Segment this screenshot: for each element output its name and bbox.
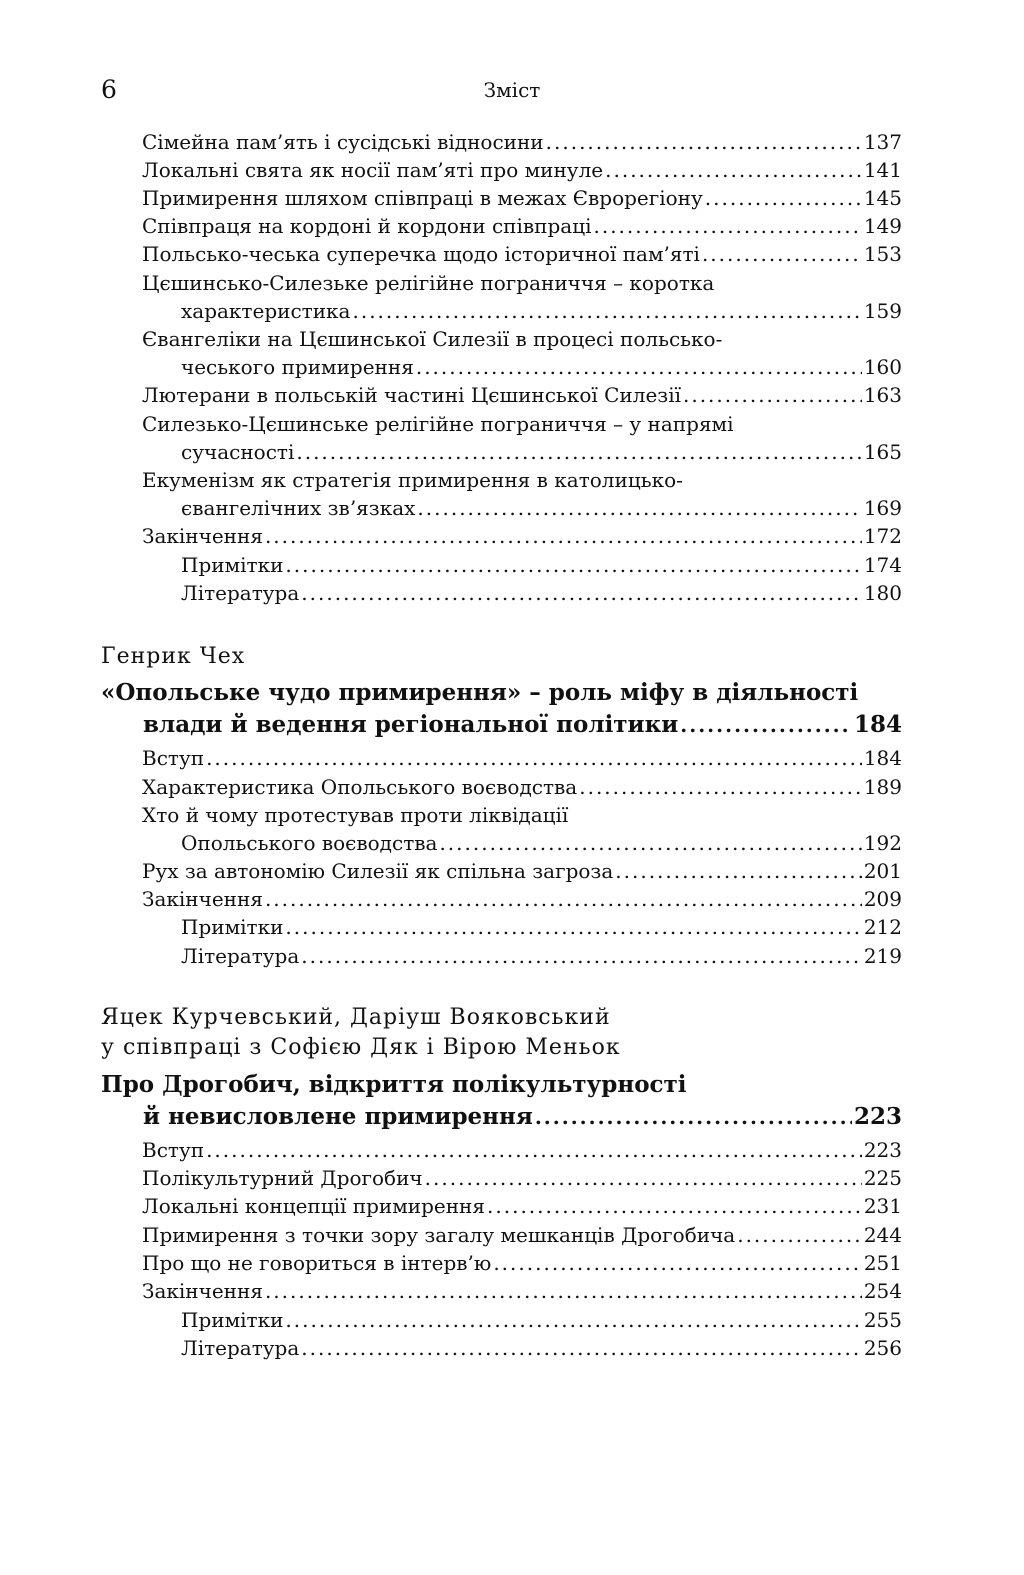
toc-entry-title-line1: Євангеліки на Цєшинської Силезії в процесі польсько-	[142, 327, 723, 351]
toc-entry-page: 165	[863, 440, 902, 464]
dot-leader	[605, 156, 862, 184]
toc-entry-page: 219	[863, 944, 902, 968]
toc-entry-title: Локальні концепції примирення	[142, 1194, 486, 1218]
toc-entry-page: 145	[863, 186, 902, 210]
toc-entry-title: Примітки	[181, 1308, 284, 1332]
page-number: 6	[101, 75, 117, 104]
dot-leader	[680, 709, 852, 741]
toc-entry	[181, 551, 902, 579]
toc-entry	[142, 744, 902, 772]
toc-entry-page: 160	[863, 355, 902, 379]
dot-leader	[425, 1164, 862, 1192]
dot-leader	[487, 1192, 862, 1220]
toc-entry-page: 212	[863, 915, 902, 939]
dot-leader	[439, 829, 861, 857]
toc-entry	[142, 325, 902, 381]
toc-entry-title: Рух за автономію Силезії як спільна загроза	[142, 859, 614, 883]
toc-entry	[142, 240, 902, 268]
toc-entry-page: 174	[863, 553, 902, 577]
toc-entry-page: 153	[863, 242, 902, 266]
toc-entry-page: 169	[863, 496, 902, 520]
toc-entry-title-line2: євангелічних зв’язках	[181, 496, 416, 520]
toc-entry	[142, 857, 902, 885]
toc-entry-page: 163	[863, 383, 902, 407]
toc-entry-page: 189	[863, 775, 902, 799]
toc-entry	[181, 942, 902, 970]
toc-entry-page: 209	[863, 887, 902, 911]
dot-leader	[737, 1221, 862, 1249]
toc-entry-title: Закінчення	[142, 1279, 263, 1303]
toc-entry-page: 192	[863, 831, 902, 855]
toc-entry-title-line1: Силезько-Цєшинське релігійне пограниччя – у напрямі	[142, 412, 734, 436]
dot-leader	[206, 744, 862, 772]
toc-entry-title: Сімейна пам’ять і сусідські відносини	[142, 130, 544, 154]
toc-entry-title: Література	[181, 581, 300, 605]
toc-entry-page: 149	[863, 214, 902, 238]
dot-leader	[265, 522, 862, 550]
chapter-title-line2: й невисловлене примирення	[143, 1103, 533, 1130]
toc-entry-title: Польсько-чеська суперечка щодо історичної пам’яті	[142, 242, 700, 266]
chapter-page: 223	[853, 1103, 902, 1130]
toc-entry-title: Полікультурний Дрогобич	[142, 1166, 423, 1190]
toc-entry-title: Література	[181, 944, 300, 968]
toc-entry	[142, 522, 902, 550]
dot-leader	[296, 438, 861, 466]
toc-entry	[142, 381, 902, 409]
toc-entry-title: Характеристика Опольського воєводства	[142, 775, 578, 799]
toc-entry-title: Вступ	[142, 1138, 205, 1162]
chapter-title-line2: влади й ведення регіональної політики	[143, 711, 679, 738]
toc-entry	[181, 579, 902, 607]
dot-leader	[265, 1277, 862, 1305]
dot-leader	[265, 885, 862, 913]
toc-entry-title-line2: Опольського воєводства	[181, 831, 438, 855]
dot-leader	[615, 857, 862, 885]
dot-leader	[683, 381, 862, 409]
toc-entry-title: Закінчення	[142, 524, 263, 548]
toc-entry-page: 256	[863, 1336, 902, 1360]
toc-entry-title-line2: чеського примирення	[181, 355, 414, 379]
toc-entry	[142, 466, 902, 522]
toc-entry	[142, 212, 902, 240]
chapter-author: Яцек Курчевський, Даріуш Вояковський	[101, 1005, 611, 1030]
toc-entry-title: Співпраця на кордоні й кордони співпраці	[142, 214, 592, 238]
toc-entry	[142, 885, 902, 913]
toc-entry	[142, 1277, 902, 1305]
toc-entry-title-line2: сучасності	[181, 440, 295, 464]
dot-leader	[705, 184, 862, 212]
chapter-title	[101, 677, 902, 741]
toc-entry-page: 225	[863, 1166, 902, 1190]
toc-entry-title: Вступ	[142, 746, 205, 770]
dot-leader	[285, 551, 861, 579]
dot-leader	[579, 773, 862, 801]
toc-entry-page: 251	[863, 1251, 902, 1275]
toc-entry-title: Лютерани в польській частині Цєшинської Силезії	[142, 383, 681, 407]
toc-entry-page: 223	[863, 1138, 902, 1162]
toc-entry-title: Література	[181, 1336, 300, 1360]
toc-entry	[142, 1249, 902, 1277]
toc-entry-title-line2: характеристика	[181, 299, 351, 323]
chapter-author: Генрик Чех	[101, 644, 246, 669]
dot-leader	[301, 579, 862, 607]
toc-entry-page: 255	[863, 1308, 902, 1332]
toc-entry	[142, 1192, 902, 1220]
dot-leader	[417, 494, 861, 522]
toc-entry-page: 172	[863, 524, 902, 548]
toc-entry	[142, 410, 902, 466]
toc-entry-page: 244	[863, 1223, 902, 1247]
toc-entry	[181, 913, 902, 941]
toc-entry	[142, 269, 902, 325]
toc-entry-page: 201	[863, 859, 902, 883]
chapter-title	[101, 1069, 902, 1133]
chapter-title-line1: «Опольське чудо примирення» – роль міфу в діяльності	[101, 679, 859, 706]
toc-entry-title-line1: Цєшинсько-Силезьке релігійне пограниччя – коротка	[142, 271, 715, 295]
dot-leader	[493, 1249, 861, 1277]
dot-leader	[285, 913, 861, 941]
toc-entry	[142, 156, 902, 184]
dot-leader	[546, 128, 862, 156]
chapter-title-line1: Про Дрогобич, відкриття полікультурності	[101, 1071, 687, 1098]
toc-entry	[142, 1164, 902, 1192]
toc-entry-title: Примітки	[181, 553, 284, 577]
toc-entry	[142, 128, 902, 156]
toc-entry-page: 137	[863, 130, 902, 154]
toc-entry	[181, 1334, 902, 1362]
toc-entry	[181, 1306, 902, 1334]
toc-entry-page: 141	[863, 158, 902, 182]
toc-entry-title: Про що не говориться в інтерв’ю	[142, 1251, 492, 1275]
toc-entry-page: 254	[863, 1279, 902, 1303]
dot-leader	[352, 297, 861, 325]
toc-entry-page: 159	[863, 299, 902, 323]
toc-entry-title: Закінчення	[142, 887, 263, 911]
toc-entry	[142, 1136, 902, 1164]
dot-leader	[285, 1306, 861, 1334]
dot-leader	[702, 240, 862, 268]
toc-entry	[142, 184, 902, 212]
toc-entry-title: Примітки	[181, 915, 284, 939]
toc-entry-title: Примирення з точки зору загалу мешканців Дрогобича	[142, 1223, 736, 1247]
toc-entry-page: 184	[863, 746, 902, 770]
chapter-page: 184	[853, 711, 902, 738]
dot-leader	[535, 1101, 852, 1133]
dot-leader	[301, 942, 862, 970]
chapter-coauthors: у співпраці з Софією Дяк і Вірою Меньок	[101, 1035, 621, 1060]
toc-entry-title-line1: Хто й чому протестував проти ліквідації	[142, 803, 569, 827]
running-title: Зміст	[483, 78, 541, 102]
toc-entry	[142, 801, 902, 857]
toc-entry-title-line1: Екуменізм як стратегія примирення в католицько-	[142, 468, 683, 492]
toc-entry-title: Примирення шляхом співпраці в межах Єврорегіону	[142, 186, 703, 210]
toc-entry-page: 231	[863, 1194, 902, 1218]
dot-leader	[206, 1136, 862, 1164]
dot-leader	[416, 353, 862, 381]
toc-entry	[142, 773, 902, 801]
toc-entry-page: 180	[863, 581, 902, 605]
dot-leader	[301, 1334, 862, 1362]
toc-entry	[142, 1221, 902, 1249]
dot-leader	[593, 212, 861, 240]
toc-entry-title: Локальні свята як носії пам’яті про минуле	[142, 158, 604, 182]
